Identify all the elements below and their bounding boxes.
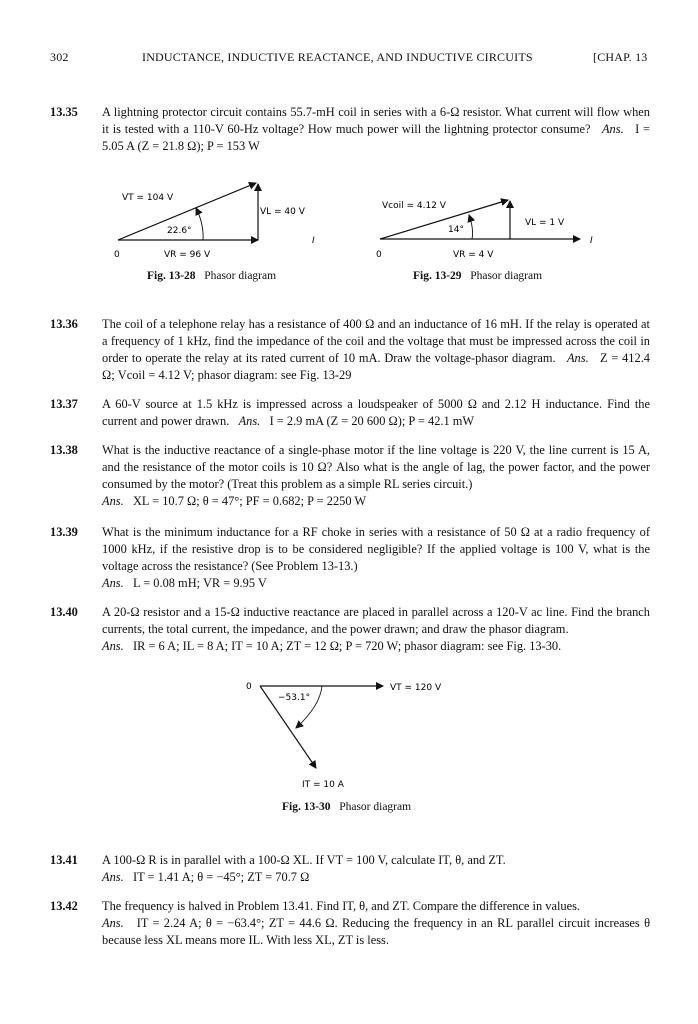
answer-text: IR = 6 A; IL = 8 A; IT = 10 A; ZT = 12 Ω; P = 720 W; phasor diagram: see Fig. 13-30. [132, 639, 562, 653]
problem-13-41 [50, 852, 650, 886]
caption-text: Phasor diagram [339, 801, 412, 813]
problem-number: 13.41 [50, 853, 78, 867]
angle-label: 14° [448, 225, 464, 235]
answer-label: Ans. [102, 639, 124, 653]
caption-number: Fig. 13-29 [413, 270, 462, 282]
fig-13-28-diagram [100, 172, 340, 264]
chapter-label: [CHAP. 13 [593, 50, 648, 64]
running-title: INDUCTANCE, INDUCTIVE REACTANCE, AND INDUCTIVE CIRCUITS [142, 50, 533, 64]
caption-text: Phasor diagram [204, 270, 277, 282]
answer-text: L = 0.08 mH; VR = 9.95 V [132, 576, 267, 590]
vt-label: VT = 104 V [122, 193, 174, 203]
problem-number: 13.39 [50, 525, 78, 539]
fig-13-29-caption [413, 270, 542, 282]
problem-text: A 20-Ω resistor and a 15-Ω inductive reactance are placed in parallel across a 120-V ac line. Find the branch currents, the total current, the impedance, and the power drawn; and draw the phasor diagram. [102, 605, 650, 636]
axis-label: I [590, 236, 593, 246]
vl-label: VL = 1 V [525, 218, 565, 228]
answer-text: I = 5.05 A (Z = 21.8 Ω); P = 153 W [102, 122, 651, 153]
answer-text: I = 2.9 mA (Z = 20 600 Ω); P = 42.1 mW [269, 414, 475, 428]
answer-text: IT = 2.24 A; θ = −63.4°; ZT = 44.6 Ω. Reducing the frequency in an RL parallel circuit increases θ because less XL means more IL. With less XL, ZT is less. [102, 916, 651, 947]
problem-number: 13.36 [50, 317, 78, 331]
problem-text: The frequency is halved in Problem 13.41. Find IT, θ, and ZT. Compare the difference in values. [102, 899, 581, 913]
vr-label: VR = 96 V [164, 250, 211, 260]
angle-label: −53.1° [278, 693, 311, 703]
problem-13-35 [50, 104, 650, 155]
angle-label: 22.6° [167, 226, 192, 236]
problem-text: A 100-Ω R is in parallel with a 100-Ω XL. If VT = 100 V, calculate IT, θ, and ZT. [102, 853, 506, 867]
it-label: IT = 10 A [302, 780, 344, 790]
caption-number: Fig. 13-28 [147, 270, 196, 282]
answer-text: XL = 10.7 Ω; θ = 47°; PF = 0.682; P = 2250 W [132, 494, 367, 508]
problem-number: 13.35 [50, 105, 78, 119]
caption-text: Phasor diagram [470, 270, 543, 282]
fig-13-28-caption [147, 270, 276, 282]
angle-arc [469, 215, 473, 239]
answer-text: IT = 1.41 A; θ = −45°; ZT = 70.7 Ω [132, 870, 310, 884]
problem-13-37 [50, 396, 650, 430]
origin-label: 0 [114, 250, 120, 260]
answer-label: Ans. [566, 351, 589, 365]
problem-number: 13.38 [50, 443, 78, 457]
problem-number: 13.42 [50, 899, 78, 913]
fig-13-30-caption [282, 801, 411, 813]
problem-text: What is the minimum inductance for a RF choke in series with a resistance of 50 Ω at a radio frequency of 1000 kHz, if the resistive drop is to be considered negligible? If the applied voltage is 100 V, what is the voltage across the resistance? (See Problem 13-13.) [102, 525, 650, 573]
problem-13-40 [50, 604, 650, 655]
answer-text: Z = 412.4 Ω; Vcoil = 4.12 V; phasor diagram: see Fig. 13-29 [102, 351, 650, 382]
origin-label: 0 [376, 250, 382, 260]
answer-label: Ans. [102, 916, 124, 930]
problem-13-38 [50, 442, 650, 510]
fig-13-29-diagram [362, 185, 622, 265]
problem-text: What is the inductive reactance of a single-phase motor if the line voltage is 220 V, the line current is 15 A, and the resistance of the motor coils is 10 Ω? Also what is the angle of lag, the power factor, and the power consumed by the motor? (Treat this problem as a simple RL series circuit.) [102, 443, 650, 491]
vcoil-label: Vcoil = 4.12 V [382, 201, 446, 211]
caption-number: Fig. 13-30 [282, 801, 331, 813]
problem-number: 13.40 [50, 605, 78, 619]
vr-label: VR = 4 V [453, 250, 494, 260]
vl-label: VL = 40 V [260, 207, 305, 217]
problem-text: A lightning protector circuit contains 55.7-mH coil in series with a 6-Ω resistor. What current will flow when it is tested with a 110-V 60-Hz voltage? How much power will the lightning protector consume? [102, 105, 650, 136]
problem-13-36 [50, 316, 650, 384]
fig-13-30-diagram [240, 676, 480, 792]
answer-label: Ans. [601, 122, 624, 136]
problem-13-42 [50, 898, 650, 949]
page-number: 302 [50, 50, 69, 64]
problem-number: 13.37 [50, 397, 78, 411]
angle-arc [196, 208, 203, 240]
answer-label: Ans. [238, 414, 261, 428]
axis-label: I [312, 236, 315, 246]
answer-label: Ans. [102, 870, 124, 884]
answer-label: Ans. [102, 576, 124, 590]
origin-label: 0 [246, 682, 252, 692]
answer-label: Ans. [102, 494, 124, 508]
vt-label: VT = 120 V [390, 683, 442, 693]
problem-13-39 [50, 524, 650, 592]
problem-text: The coil of a telephone relay has a resistance of 400 Ω and an inductance of 16 mH. If the relay is operated at a frequency of 1 kHz, find the impedance of the coil and the voltage that must be impressed across the coil in order to operate the relay at its rated current of 10 mA. Draw the voltage-phasor diagram. [102, 317, 650, 365]
problem-text: A 60-V source at 1.5 kHz is impressed across a loudspeaker of 5000 Ω and 2.12 H inductance. Find the current and power drawn. [102, 397, 650, 428]
